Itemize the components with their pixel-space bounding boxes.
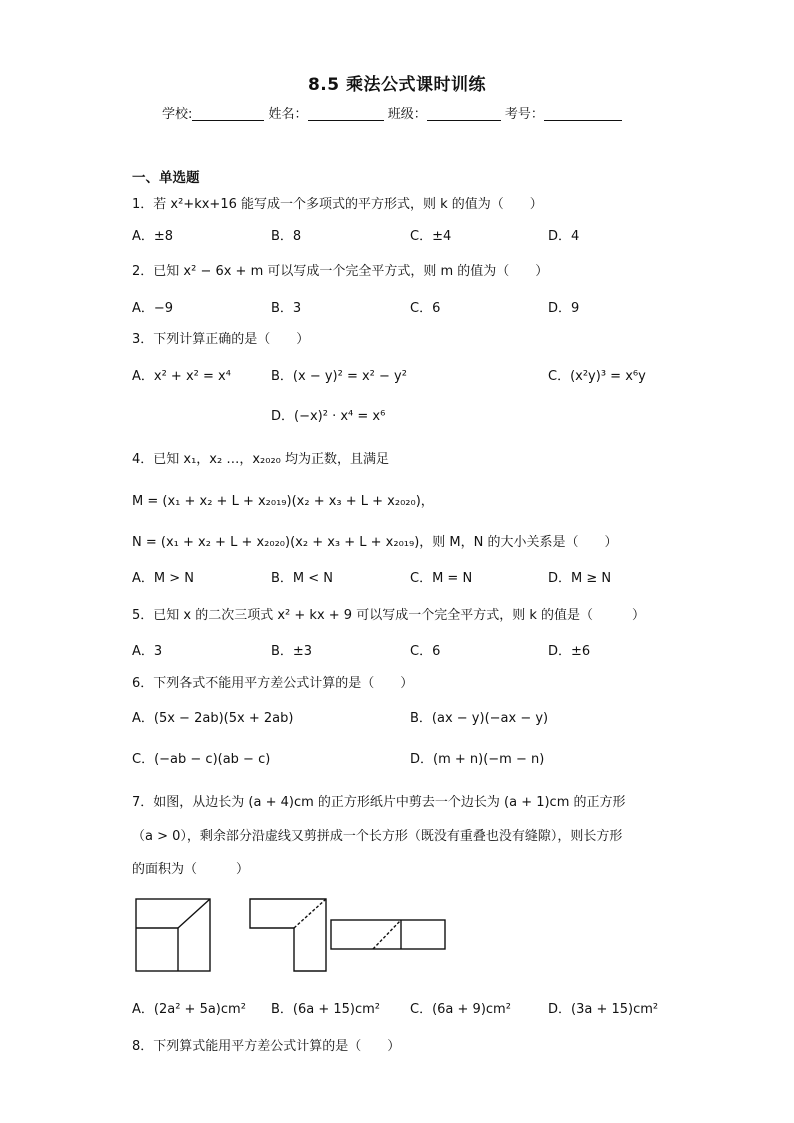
question-7-figure (130, 893, 450, 977)
question-5-stem: 5．已知 x 的二次三项式 x² + kx + 9 可以写成一个完全平方式，则 k 的值是（ ） (132, 608, 645, 623)
question-2-option-d: D．9 (548, 301, 580, 316)
name-blank (308, 106, 384, 121)
question-4-formula-n: N = (x₁ + x₂ + L + x₂₀₂₀)(x₂ + x₃ + L + x₂₀₁₉)，则 M，N 的大小关系是（ ） (132, 535, 618, 550)
question-3-stem: 3．下列计算正确的是（ ） (132, 332, 310, 347)
question-1-option-d: D．4 (548, 229, 580, 244)
question-6-option-b: B．(ax − y)(−ax − y) (410, 711, 549, 726)
question-7-option-b: B．(6a + 15)cm² (271, 1002, 381, 1017)
question-4-option-b: B．M < N (271, 571, 334, 586)
question-7-stem-line2: （a > 0），剩余部分沿虚线又剪拼成一个长方形（既没有重叠也没有缝隙），则长方形 (132, 829, 623, 844)
question-6-stem: 6．下列各式不能用平方差公式计算的是（ ） (132, 676, 414, 691)
question-6-option-d: D．(m + n)(−m − n) (410, 752, 545, 767)
l-shape-diagram (250, 899, 326, 971)
question-7-stem: 7．如图，从边长为 (a + 4)cm 的正方形纸片中剪去一个边长为 (a + 1)cm 的正方形 (132, 795, 626, 810)
question-1-option-b: B．8 (271, 229, 302, 244)
question-4-option-a: A．M > N (132, 571, 194, 586)
question-3-option-d: D．(−x)² · x⁴ = x⁶ (271, 409, 386, 424)
question-2-option-b: B．3 (271, 301, 302, 316)
page-title: 8.5 乘法公式课时训练 (307, 75, 487, 95)
section-heading: 一、单选题 (132, 170, 200, 186)
question-4-stem: 4．已知 x₁，x₂ …，x₂₀₂₀ 均为正数，且满足 (132, 452, 390, 467)
exam-number-blank (544, 106, 622, 121)
school-blank (192, 106, 264, 121)
question-3-option-c: C．(x²y)³ = x⁶y (548, 369, 646, 384)
question-7-stem-line3: 的面积为（ ） (132, 862, 250, 877)
question-4-formula-m: M = (x₁ + x₂ + L + x₂₀₁₉)(x₂ + x₃ + L + x₂₀₂₀)， (132, 494, 434, 509)
school-label: 学校: (162, 107, 193, 122)
question-4-option-d: D．M ≥ N (548, 571, 612, 586)
question-7-option-a: A．(2a² + 5a)cm² (132, 1002, 246, 1017)
question-5-option-a: A．3 (132, 644, 163, 659)
question-1-option-a: A．±8 (132, 229, 174, 244)
question-2-stem: 2．已知 x² − 6x + m 可以写成一个完全平方式，则 m 的值为（ ） (132, 264, 549, 279)
question-3-option-a: A．x² + x² = x⁴ (132, 369, 231, 384)
question-1-option-c: C．±4 (410, 229, 452, 244)
question-2-option-c: C．6 (410, 301, 441, 316)
question-1-stem: 1．若 x²+kx+16 能写成一个多项式的平方形式，则 k 的值为（ ） (132, 197, 543, 212)
question-5-option-b: B．±3 (271, 644, 313, 659)
question-5-option-c: C．6 (410, 644, 441, 659)
question-5-option-d: D．±6 (548, 644, 591, 659)
exam-number-label: 考号： (504, 107, 544, 122)
question-4-option-c: C．M = N (410, 571, 473, 586)
class-blank (427, 106, 501, 121)
name-label: 姓名： (268, 107, 308, 122)
square-diagram (136, 899, 210, 971)
question-6-option-a: A．(5x − 2ab)(5x + 2ab) (132, 711, 294, 726)
question-3-option-b: B．(x − y)² = x² − y² (271, 369, 407, 384)
question-7-option-c: C．(6a + 9)cm² (410, 1002, 511, 1017)
rectangle-diagram (331, 920, 445, 949)
question-7-option-d: D．(3a + 15)cm² (548, 1002, 659, 1017)
student-info-line (162, 103, 622, 122)
class-label: 班级： (387, 107, 427, 122)
question-6-option-c: C．(−ab − c)(ab − c) (132, 752, 271, 767)
question-8-stem: 8．下列算式能用平方差公式计算的是（ ） (132, 1039, 401, 1054)
question-2-option-a: A．−9 (132, 301, 174, 316)
